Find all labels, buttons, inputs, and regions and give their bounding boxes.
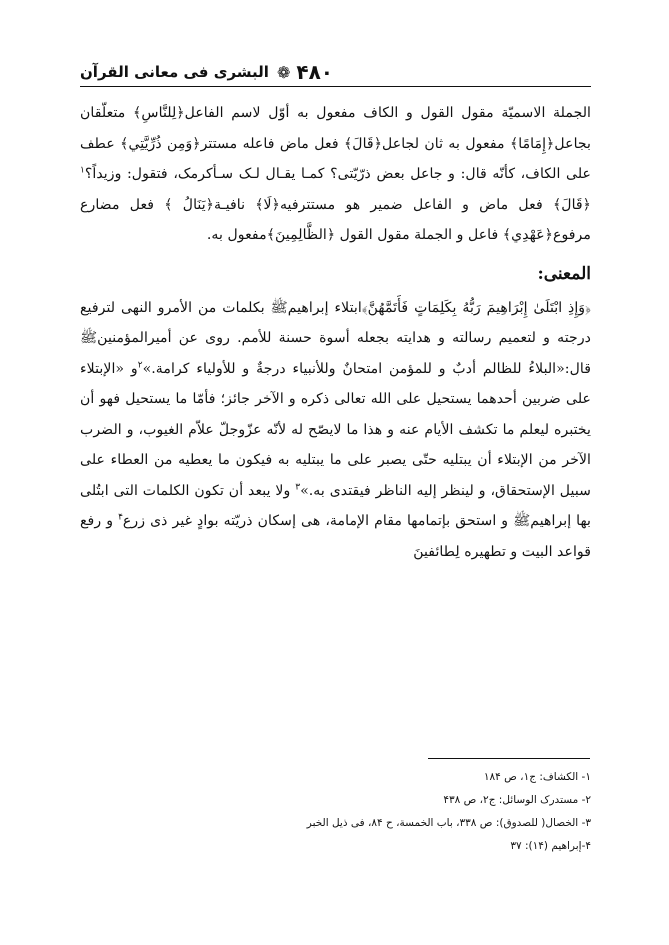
footnotes	[120, 766, 591, 858]
book-title: البشری فی معانی القرآن	[80, 63, 269, 81]
meaning-line: وللأنبیاء درجةٌ و للأولیاء کرامة.»	[142, 360, 336, 377]
meaning-line: ولا یبعد أن	[228, 482, 296, 499]
header-group	[80, 60, 333, 84]
grammar-line: بجاعل﴿إِمَامًا﴾ مفعول به ثان لجاعل﴿قَالَ﴾ فعل ماض فاعله مستتر﴿وَمِن ذُرِّيَّتِي﴾	[120, 135, 591, 152]
footnote: ۴-إبراهیم (۱۴): ۳۷	[510, 840, 591, 852]
meaning-line: الأمرو النهی لترفیع درجته و لتعمیم رسالته و هدایته بجعله أسوة حسنة	[80, 299, 592, 346]
grammar-line: عطف علی الکاف، کأنّه قال: و جاعل بعض ذرّیّتی؟ کمـا یقـال لـک سـأکرمک،	[80, 135, 591, 182]
footnote: ۳- الخصال( للصدوق): ص ۳۳۸، باب الخمسة، ح ۸۴، فی ذیل الخبر	[306, 817, 591, 829]
grammar-line: ﴾ فعل مضارع مرفوع﴿عَهْدِي﴾ فاعل و الجملة مقول القول ﴿الظَّالِمِينَ﴾مفعول	[80, 196, 591, 243]
main-text	[80, 98, 591, 567]
footnote-ref[interactable]: ۴	[118, 512, 123, 523]
grammar-line: فتقول: وزیداً؟	[84, 166, 168, 182]
footnote-ref[interactable]: ٢	[137, 359, 143, 370]
meaning-line: علی الله تعالی ذکره و الآخر جائز؛ فأمّا ما یستحیل فهو أن یختبره لیعلم ما	[80, 391, 591, 438]
meaning-line: و «الإبتلاء علی ضربین أحدهما یستحیل	[80, 360, 591, 407]
section-heading: المعنی:	[537, 263, 591, 284]
footnote: ۲- مستدرک الوسائل: ج۲، ص ۴۳۸	[443, 794, 591, 806]
meaning-line: تکشف الأیام عنه و هذا ما لایصّح له لأنّه عزّوجلّ علاّم الغیوب، و الضرب	[80, 421, 498, 438]
meaning-line: الآخر من الإبتلاء أن یبتلیه حتّی یصبر علی ما یبتلیه به فیکون ما یعطیه من	[154, 452, 591, 468]
grammar-line: به.	[206, 227, 223, 243]
grammar-line: ﴿قَالَ﴾ فعل ماض و الفاعل ضمیر هو مستترفیه﴿لَا﴾ نافیـة﴿يَنَالُ	[182, 196, 591, 213]
meaning-line: و رفع قواعد البیت و تطهیره لِطائفینَ	[80, 513, 591, 560]
page-number: ۴۸۰	[296, 60, 333, 84]
meaning-line: إسکان ذریّته بوادٍ غیر ذی زرع	[122, 513, 297, 529]
footnote: ۱- الکشاف: ج۱، ص ۱۸۴	[483, 771, 591, 783]
grammar-line: الجملة الاسمیّة مقول القول و الکاف مفعول به أوّل لاسم الفاعل﴿لِلنَّاسِ﴾ متعلّقان	[80, 105, 591, 121]
footnote-ref[interactable]: ١	[80, 165, 85, 176]
grammar-paragraph	[80, 98, 591, 251]
meaning-line: تکون الکلمات التی ابتُلی بها إبراهیمﷺ و استحق بإتمامها مقام الإمامة، هی	[80, 482, 591, 529]
meaning-paragraph	[80, 293, 591, 568]
running-header	[80, 58, 591, 87]
meaning-line: للأمم. روی عن أمیرالمؤمنینﷺ قال:«البلاءُ للظالم أدبٌ و للمؤمن امتحانٌ	[80, 330, 591, 377]
footnote-ref[interactable]: ٣	[295, 481, 301, 492]
meaning-line: العطاء علی سبیل الإستحقاق، و لینظر إلیه الناظر فیقتدی به.»	[80, 452, 591, 499]
ornament-icon: ❁	[276, 62, 291, 82]
footnote-divider	[428, 758, 590, 759]
meaning-line: ﴿وَإِذِ ابْتَلَىٰ إِبْرَاهِيمَ رَبُّهُ بِكَلِمَاتٍ فَأَتَمَّهُنَّ﴾ابتلاء إبراهیمﷺ بکلمات من	[197, 299, 591, 316]
